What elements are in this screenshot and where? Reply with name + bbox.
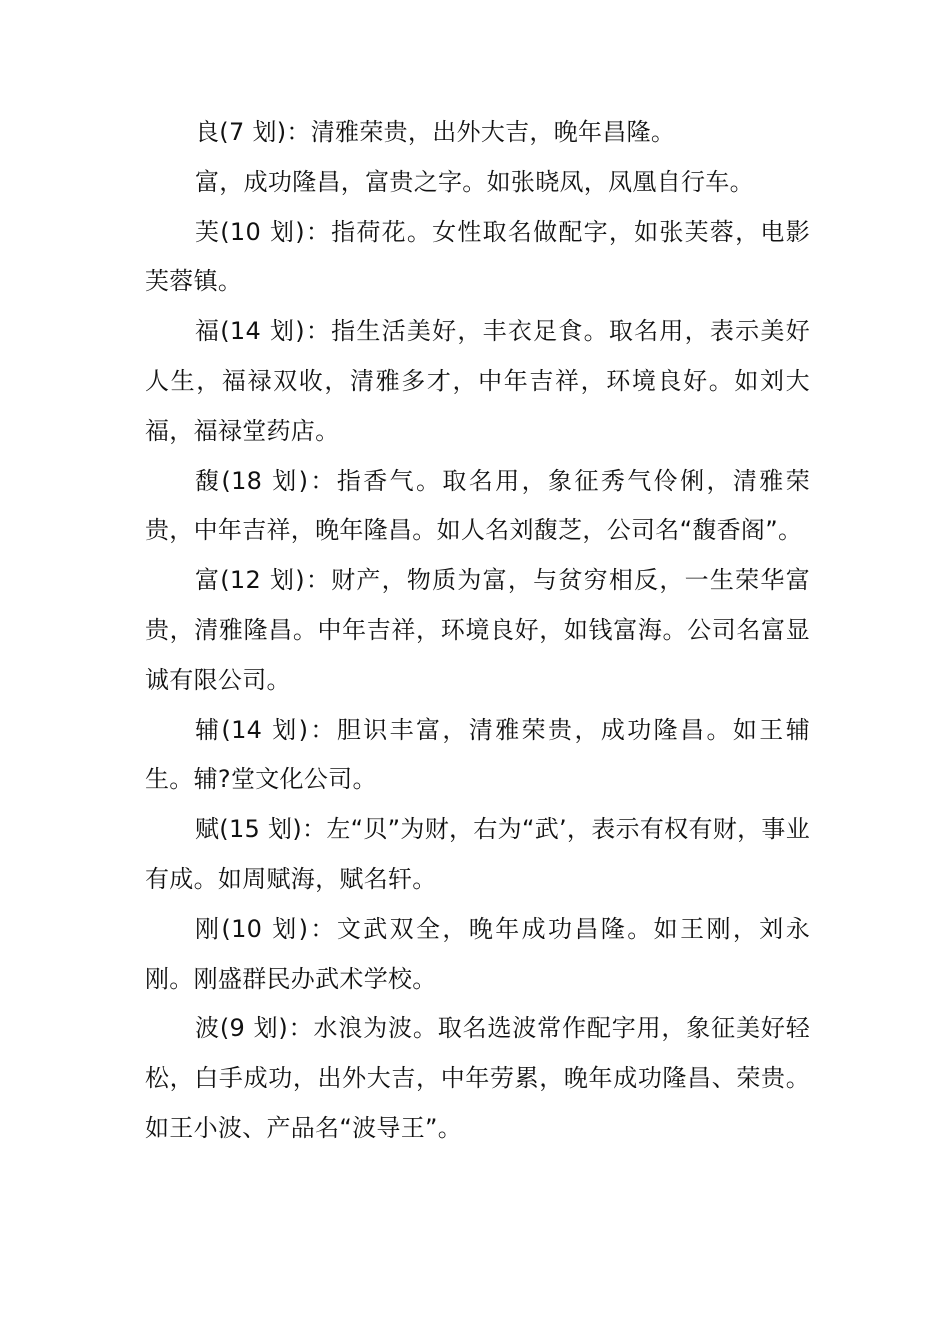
paragraph-fu-endow: 赋(15 划)：左“贝”为财，右为“武’，表示有权有财，事业有成。如周赋海，赋名轩。 — [145, 815, 810, 893]
paragraph-fu-lotus: 芙(10 划)：指荷花。女性取名做配字，如张芙蓉，电影芙蓉镇。 — [145, 217, 810, 296]
paragraph-fu-feng: 富，成功隆昌，富贵之字。如张晓凤，凤凰自行车。 — [195, 167, 754, 196]
paragraph-fu-assist: 辅(14 划)：胆识丰富，清雅荣贵，成功隆昌。如王辅生。辅?堂文化公司。 — [145, 715, 810, 794]
paragraph-liang: 良(7 划)：清雅荣贵，出外大吉，晚年昌隆。 — [195, 118, 676, 146]
paragraph-fu-wealth: 富(12 划)：财产，物质为富，与贫穷相反，一生荣华富贵，清雅隆昌。中年吉祥，环境良好，如钱富海。公司名富显诚有限公司。 — [145, 566, 810, 694]
paragraph-bo: 波(9 划)：水浪为波。取名选波常作配字用，象征美好轻松，白手成功，出外大吉，中年劳累，晚年成功隆昌、荣贵。如王小波、产品名“波导王”。 — [145, 1014, 810, 1142]
document-body — [145, 108, 810, 1154]
paragraph-gang: 刚(10 划)：文武双全，晚年成功昌隆。如王刚，刘永刚。刚盛群民办武术学校。 — [145, 914, 810, 993]
paragraph-fu-fragrance: 馥(18 划)：指香气。取名用，象征秀气伶俐，清雅荣贵，中年吉祥，晚年隆昌。如人名刘馥芝，公司名“馥香阁”。 — [145, 466, 810, 545]
paragraph-fu-blessing: 福(14 划)：指生活美好，丰衣足食。取名用，表示美好人生，福禄双收，清雅多才，中年吉祥，环境良好。如刘大福，福禄堂药店。 — [145, 317, 810, 445]
